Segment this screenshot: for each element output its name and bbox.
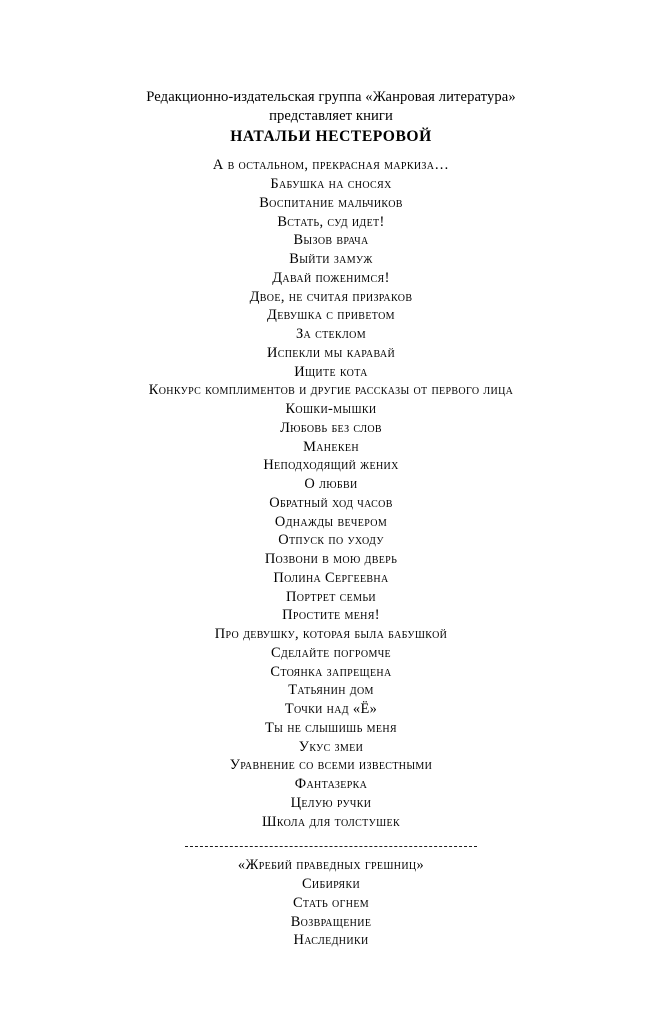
book-title: Татьянин дом bbox=[288, 682, 374, 699]
book-title: Ищите кота bbox=[294, 363, 368, 380]
book-title: Стоянка запрещена bbox=[270, 663, 392, 680]
book-title: Конкурс комплиментов и другие рассказы от первого лица bbox=[148, 382, 514, 399]
book-title: Отпуск по уходу bbox=[278, 532, 384, 549]
book-title: Неподходящий жених bbox=[263, 457, 399, 474]
book-title: За стеклом bbox=[296, 326, 366, 343]
imprint-publisher-line: Редакционно-издательская группа «Жанровая литература» bbox=[146, 89, 516, 105]
book-title: Фантазерка bbox=[294, 776, 368, 793]
book-title: Вызов врача bbox=[293, 232, 369, 249]
book-title: Воспитание мальчиков bbox=[259, 194, 403, 211]
book-title: Давай поженимся! bbox=[272, 269, 390, 286]
section-divider bbox=[0, 831, 662, 856]
book-title: Сделайте погромче bbox=[270, 644, 391, 661]
book-title: Бабушка на сносях bbox=[270, 176, 392, 193]
book-title: Точки над «Ё» bbox=[284, 701, 378, 718]
book-title: Стать огнем bbox=[292, 894, 370, 911]
book-title: Ты не слышишь меня bbox=[265, 719, 397, 736]
book-title: Однажды вечером bbox=[274, 513, 388, 530]
book-title: Позвони в мою дверь bbox=[264, 551, 398, 568]
book-title: Наследники bbox=[293, 932, 369, 949]
book-title: Портрет семьи bbox=[286, 588, 376, 605]
book-title: Простите меня! bbox=[282, 607, 380, 624]
book-title: Обратный ход часов bbox=[269, 494, 393, 511]
book-title: Школа для толстушек bbox=[262, 813, 400, 830]
imprint-presents-line: представляет книги bbox=[269, 107, 393, 124]
book-title: Целую ручки bbox=[290, 794, 372, 811]
book-title-list-primary bbox=[0, 156, 662, 831]
book-title: Любовь без слов bbox=[280, 419, 382, 436]
book-title: Возвращение bbox=[290, 913, 372, 930]
book-title: Полина Сергеевна bbox=[273, 569, 389, 586]
book-title: О любви bbox=[304, 476, 358, 493]
book-title: А в остальном, прекрасная маркиза… bbox=[212, 157, 450, 174]
book-title-list-secondary bbox=[0, 856, 662, 950]
book-title: Девушка с приветом bbox=[267, 307, 395, 324]
book-title: Про девушку, которая была бабушкой bbox=[214, 626, 448, 643]
imprint-block bbox=[0, 88, 662, 147]
book-title: Кошки-мышки bbox=[285, 401, 377, 418]
page-content bbox=[0, 88, 662, 950]
book-title: «Жребий праведных грешниц» bbox=[237, 857, 425, 874]
book-title: Двое, не считая призраков bbox=[249, 288, 413, 305]
book-title: Укус змеи bbox=[298, 738, 364, 755]
book-title: Сибиряки bbox=[301, 876, 361, 893]
divider-rule bbox=[185, 846, 477, 847]
book-title: Встать, суд идет! bbox=[277, 213, 385, 230]
book-title: Уравнение со всеми известными bbox=[229, 757, 433, 774]
book-title: Испекли мы каравай bbox=[266, 344, 396, 361]
author-name: НАТАЛЬИ НЕСТЕРОВОЙ bbox=[230, 128, 432, 146]
book-title: Выйти замуж bbox=[289, 251, 373, 268]
book-title: Манекен bbox=[303, 438, 359, 455]
